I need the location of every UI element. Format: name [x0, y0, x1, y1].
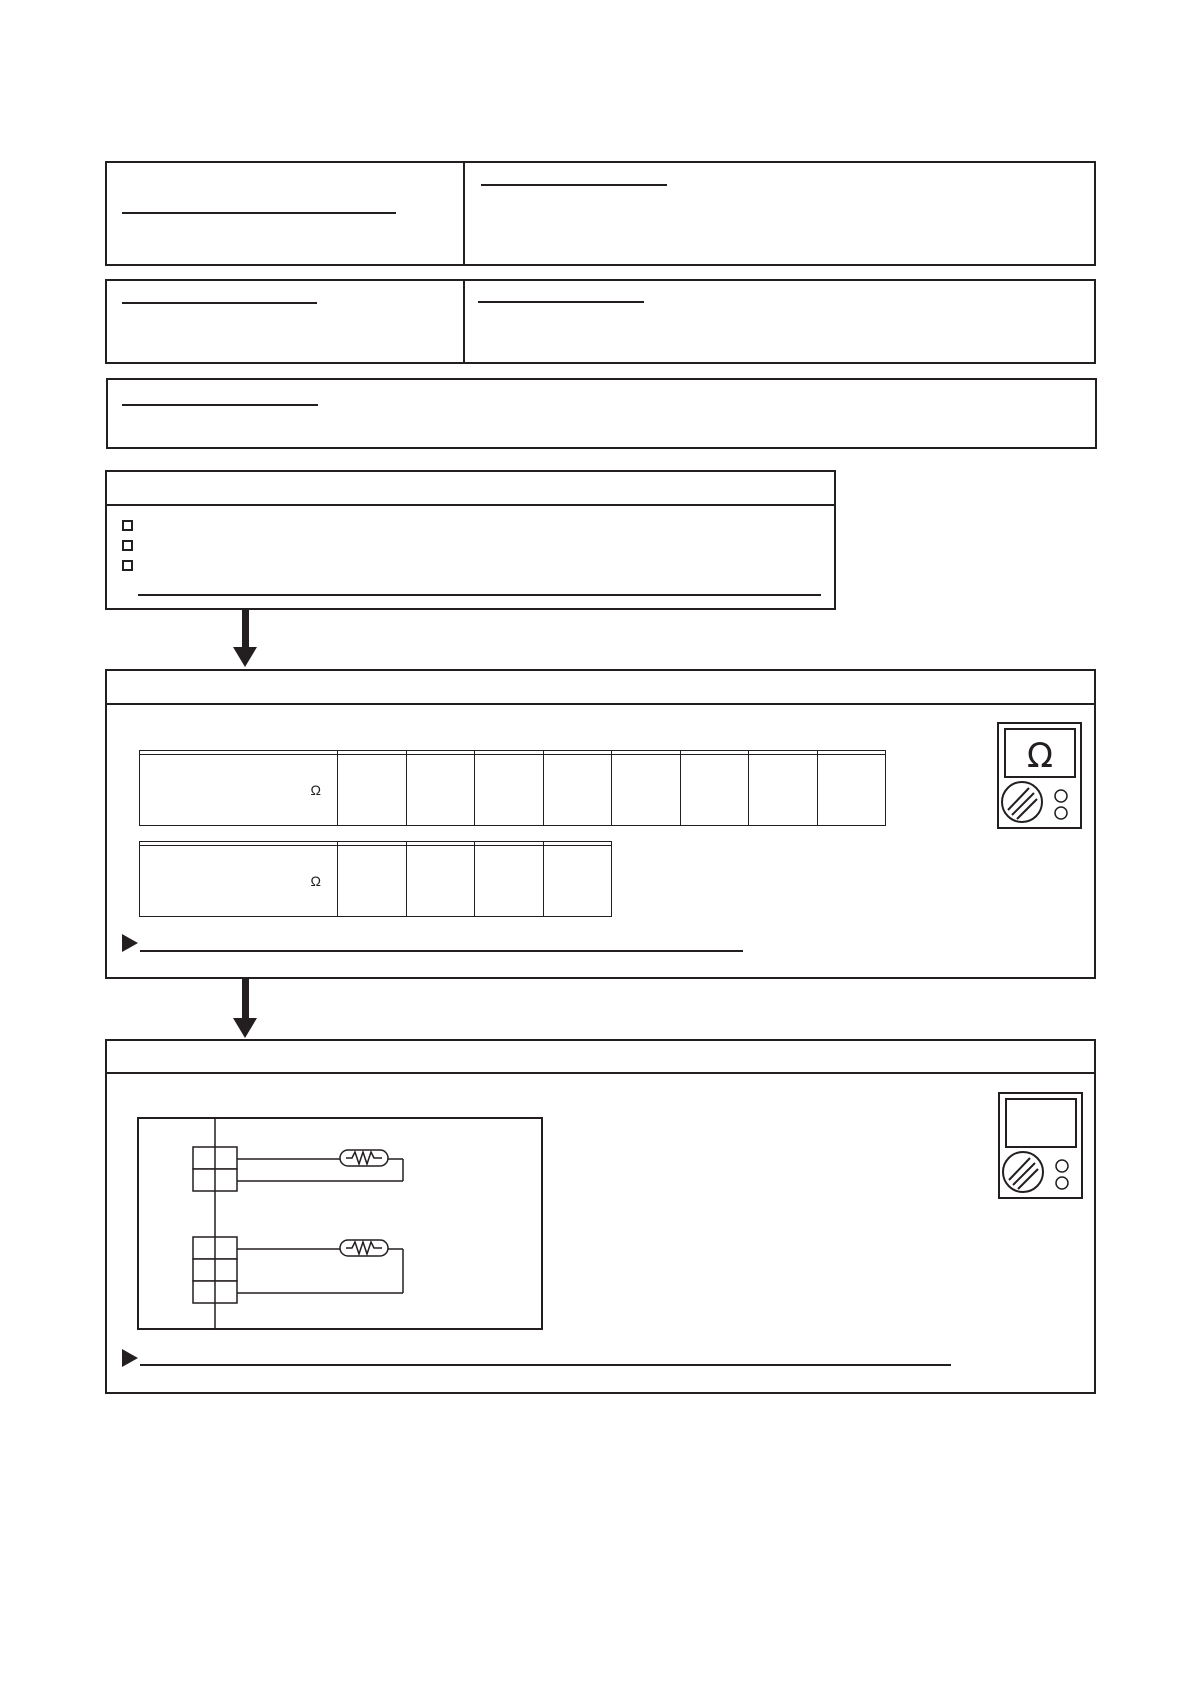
flow-arrow-2-head	[233, 1018, 257, 1038]
header-3-line	[122, 404, 318, 406]
result-pointer-icon	[122, 1349, 138, 1367]
thermistor-1-icon	[340, 1150, 388, 1166]
connector-2	[193, 1237, 237, 1303]
header-divider-2	[463, 279, 465, 364]
ohmmeter-icon	[997, 722, 1083, 830]
resistance-unit-label: Ω	[140, 755, 338, 826]
step-1-header-rule	[105, 504, 836, 506]
multimeter-icon	[998, 1092, 1084, 1200]
wiring-diagram	[137, 1117, 545, 1331]
header-2-left-line	[122, 302, 317, 304]
resistance-table-1	[139, 750, 886, 826]
flow-arrow-1-head	[233, 647, 257, 667]
header-box-2	[105, 279, 1096, 364]
header-box-3	[106, 378, 1097, 449]
header-1-left-line	[122, 212, 396, 214]
step-1-box	[105, 470, 836, 610]
flow-arrow-2-shaft	[242, 979, 249, 1019]
resistance-unit-label: Ω	[140, 846, 338, 917]
meter-display-label: Ω	[1027, 736, 1053, 776]
step-3-header-rule	[105, 1072, 1096, 1074]
flow-arrow-1-shaft	[242, 610, 249, 648]
step-2-result-line	[140, 950, 743, 952]
step-1-result-line	[138, 594, 821, 596]
header-2-right-line	[478, 301, 644, 303]
step-2-header-rule	[105, 703, 1096, 705]
step-3-result-line	[140, 1364, 951, 1366]
resistance-table-2	[139, 841, 612, 917]
header-1-right-line	[481, 184, 667, 186]
checklist-item-2-checkbox[interactable]	[122, 540, 133, 551]
thermistor-2-icon	[340, 1240, 388, 1256]
header-divider-1	[463, 161, 465, 266]
table-row	[140, 755, 886, 826]
checklist-item-3-checkbox[interactable]	[122, 560, 133, 571]
result-pointer-icon	[122, 934, 138, 952]
checklist-item-1-checkbox[interactable]	[122, 520, 133, 531]
table-row	[140, 846, 612, 917]
connector-1	[193, 1147, 237, 1191]
